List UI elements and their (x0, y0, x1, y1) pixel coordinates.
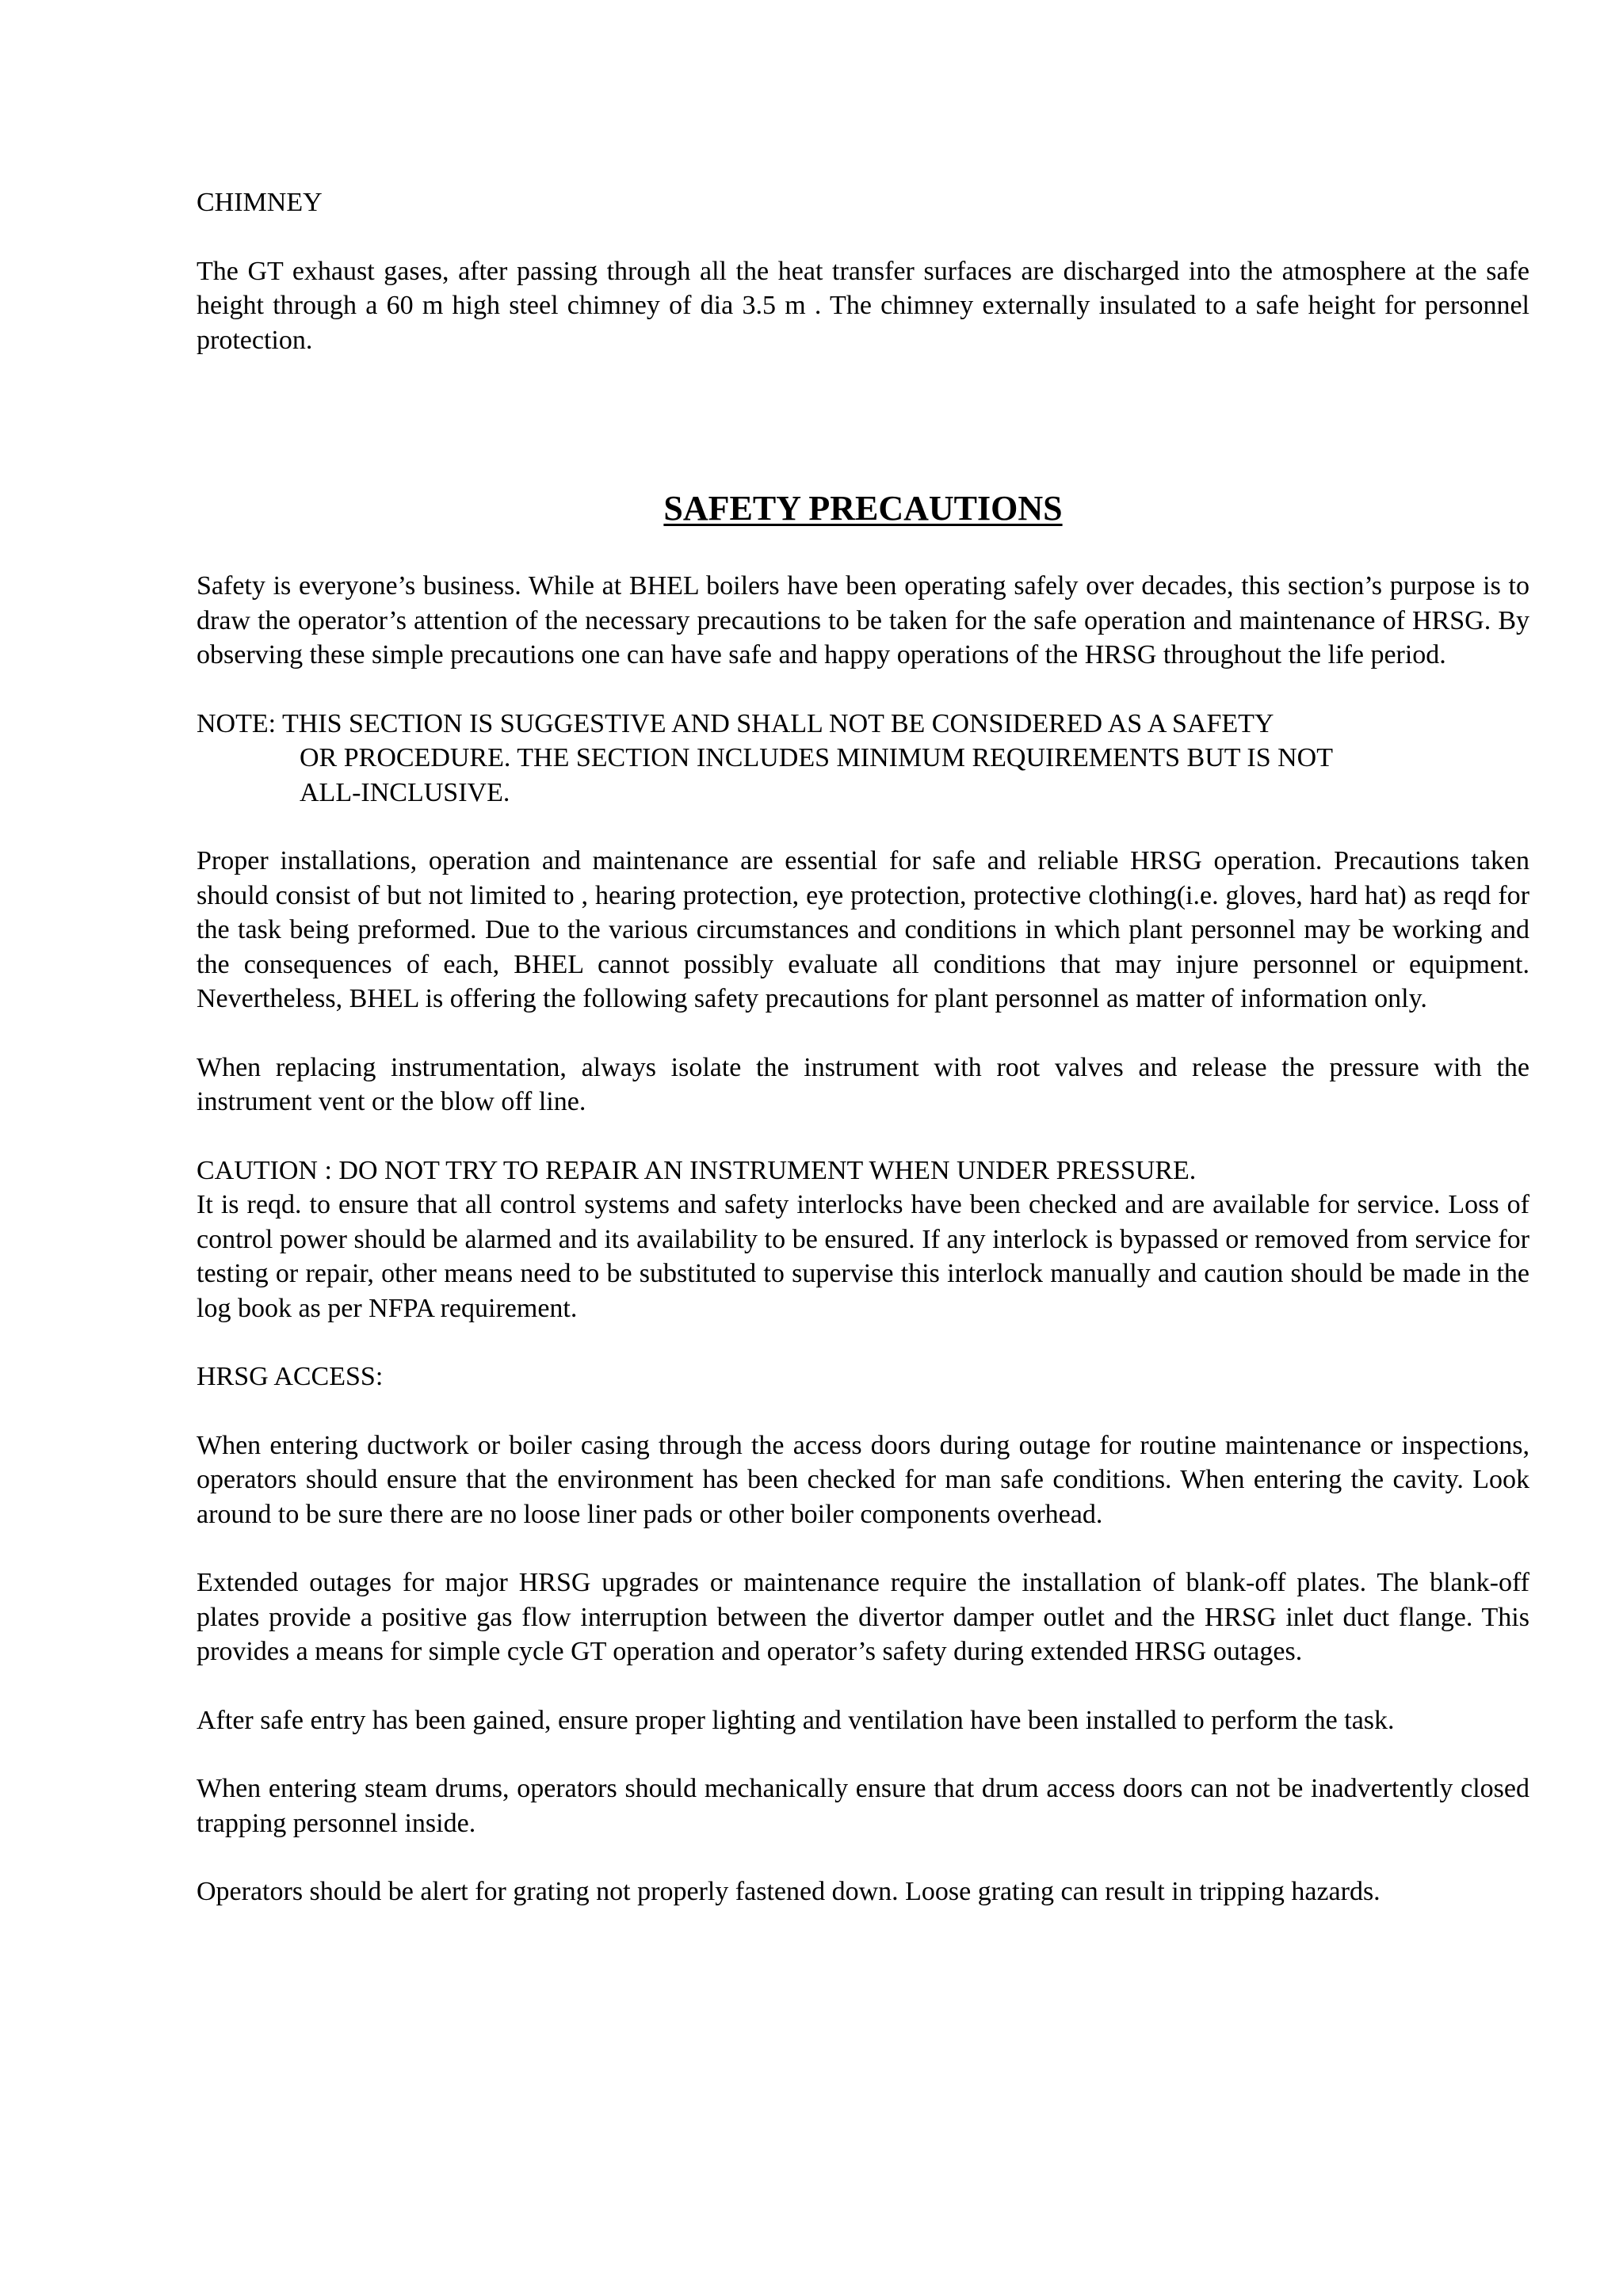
access-paragraph-grating: Operators should be alert for grating not properly fastened down. Loose grating can result in tripping hazards. (197, 1877, 1381, 1906)
safety-intro-paragraph: Safety is everyone’s business. While at BHEL boilers have been operating safely over decades, this section’s purpose is to draw the operator’s attention of the necessary precautions to be taken for the safe operation and maintenance of HRSG. By observing these simple precautions one can have safe and happy operations of the HRSG throughout the life period. (197, 571, 1529, 669)
note-block (197, 707, 1529, 810)
hrsg-access-heading: HRSG ACCESS: (197, 1362, 384, 1391)
access-paragraph-lighting: After safe entry has been gained, ensure proper lighting and ventilation have been installed to perform the task. (197, 1705, 1395, 1735)
control-systems-paragraph: It is reqd. to ensure that all control systems and safety interlocks have been checked and are available for service. Loss of control power should be alarmed and its availability to be ensured. If any interlock is bypassed or removed from service for testing or repair, other means need to be substituted to supervise this interlock manually and caution should be made in the log book as per NFPA requirement. (197, 1190, 1529, 1323)
caution-line: CAUTION : DO NOT TRY TO REPAIR AN INSTRUMENT WHEN UNDER PRESSURE. (197, 1155, 1197, 1185)
safety-precautions-title: SAFETY PRECAUTIONS (663, 489, 1063, 528)
access-paragraph-ductwork: When entering ductwork or boiler casing through the access doors during outage for routine maintenance or inspections, operators should ensure that the environment has been checked for man safe conditions. When entering the cavity. Look around to be sure there are no loose liner pads or other boiler components overhead. (197, 1430, 1529, 1529)
note-line-1: THIS SECTION IS SUGGESTIVE AND SHALL NOT BE CONSIDERED AS A SAFETY (281, 708, 1274, 738)
access-paragraph-blank-off: Extended outages for major HRSG upgrades or maintenance require the installation of blank-off plates. The blank-off plates provide a positive gas flow interruption between the divertor damper outlet and the HRSG inlet duct flange. This provides a means for simple cycle GT operation and operator’s safety during extended HRSG outages. (197, 1568, 1529, 1666)
access-paragraph-steam-drums: When entering steam drums, operators should mechanically ensure that drum access doors can not be inadvertently closed trapping personnel inside. (197, 1774, 1529, 1838)
chimney-heading: CHIMNEY (197, 188, 323, 217)
document-page (197, 185, 1529, 1909)
note-label: NOTE: (197, 708, 282, 738)
note-line-3: ALL-INCLUSIVE. (300, 777, 510, 807)
replacing-instrumentation-paragraph: When replacing instrumentation, always isolate the instrument with root valves and release the pressure with the instrument vent or the blow off line. (197, 1052, 1529, 1116)
chimney-paragraph: The GT exhaust gases, after passing through all the heat transfer surfaces are discharged into the atmosphere at the safe height through a 60 m high steel chimney of dia 3.5 m . The chimney externally insulated to a safe height for personnel protection. (197, 256, 1529, 355)
proper-installations-paragraph: Proper installations, operation and maintenance are essential for safe and reliable HRSG operation. Precautions taken should consist of but not limited to , hearing protection, eye protection, protective clothing(i.e. gloves, hard hat) as reqd for the task being preformed. Due to the various circumstances and conditions in which plant personnel may be working and the consequences of each, BHEL cannot possibly evaluate all conditions that may injure personnel or equipment. Nevertheless, BHEL is offering the following safety precautions for plant personnel as matter of information only. (197, 846, 1529, 1013)
note-line-2: OR PROCEDURE. THE SECTION INCLUDES MINIMUM REQUIREMENTS BUT IS NOT (300, 743, 1334, 772)
